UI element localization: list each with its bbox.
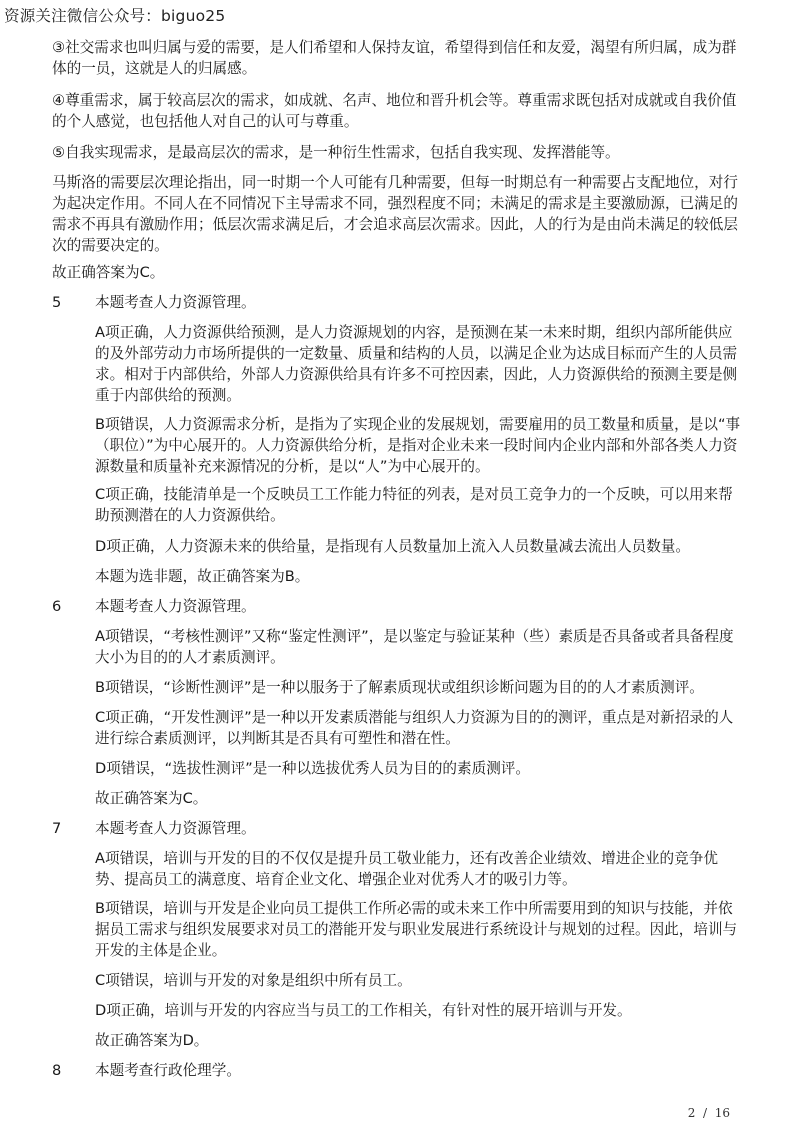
question-title: 本题考查人力资源管理。 xyxy=(95,820,256,837)
paragraph-maslow-theory: 马斯洛的需要层次理论指出，同一时期一个人可能有几种需要，但每一时期总有一种需要占支配地位，对行为起决定作用。不同人在不同情况下主导需求不同，强烈程度不同；未满足的需求是主要激励源，已满足的需求不再具有激励作用；低层次需求满足后，才会追求高层次需求。因此，人的行为是由尚未满足的较低层次的需要决定的。 xyxy=(52,174,738,254)
question-title: 本题考查人力资源管理。 xyxy=(95,598,256,615)
question-number: 7 xyxy=(52,820,62,837)
page-indicator xyxy=(688,1106,730,1120)
paragraph-social-need: ③社交需求也叫归属与爱的需要，是人们希望和人保持友谊，希望得到信任和友爱，渴望有所归属，成为群体的一员，这就是人的归属感。 xyxy=(52,39,737,77)
q6-option-c: C项正确，“开发性测评”是一种以开发素质潜能与组织人力资源为目的的测评，重点是对新招录的人进行综合素质测评，以判断其是否具有可塑性和潜在性。 xyxy=(95,709,734,747)
q5-answer: 本题为选非题，故正确答案为B。 xyxy=(95,568,310,585)
question-number: 8 xyxy=(52,1062,62,1079)
current-page: 2 xyxy=(687,1106,696,1120)
q7-option-d: D项正确，培训与开发的内容应当与员工的工作相关，有针对性的展开培训与开发。 xyxy=(95,1002,632,1019)
q7-option-b: B项错误，培训与开发是企业向员工提供工作所必需的或未来工作中所需要用到的知识与技能，并依据员工需求与组织发展要求对员工的潜能开发与职业发展进行系统设计与规划的过程。因此，培训与开发的主体是企业。 xyxy=(95,900,738,959)
q5-option-a: A项正确，人力资源供给预测，是人力资源规划的内容，是预测在某一未来时期，组织内部所能供应的及外部劳动力市场所提供的一定数量、质量和结构的人员，以满足企业为达成目标而产生的人员需求。相对于内部供给，外部人力资源供给具有许多不可控因素，因此，人力资源供给的预测主要是侧重于内部供给的预测。 xyxy=(95,324,738,404)
question-8-heading xyxy=(0,1060,795,1081)
q7-option-c: C项错误，培训与开发的对象是组织中所有员工。 xyxy=(95,972,412,989)
question-6-heading xyxy=(0,596,795,617)
q6-option-b: B项错误，“诊断性测评”是一种以服务于了解素质现状或组织诊断问题为目的的人才素质测评。 xyxy=(95,679,704,696)
answer-line: 故正确答案为C。 xyxy=(52,264,165,281)
question-number: 5 xyxy=(52,294,62,311)
page-separator: / xyxy=(703,1106,708,1120)
question-title: 本题考查行政伦理学。 xyxy=(95,1062,241,1079)
paragraph-esteem-need: ④尊重需求，属于较高层次的需求，如成就、名声、地位和晋升机会等。尊重需求既包括对成就或自我价值的个人感觉，也包括他人对自己的认可与尊重。 xyxy=(52,92,737,130)
question-7-heading xyxy=(0,818,795,839)
total-pages: 16 xyxy=(714,1106,730,1120)
q7-answer: 故正确答案为D。 xyxy=(95,1032,209,1049)
question-number: 6 xyxy=(52,598,62,615)
q5-option-b: B项错误，人力资源需求分析，是指为了实现企业的发展规划，需要雇用的员工数量和质量，是以“事（职位）”为中心展开的。人力资源供给分析，是指对企业未来一段时间内企业内部和外部各类人力资源数量和质量补充来源情况的分析，是以“人”为中心展开的。 xyxy=(95,416,741,475)
q7-option-a: A项错误，培训与开发的目的不仅仅是提升员工敬业能力，还有改善企业绩效、增进企业的竞争优势、提高员工的满意度、培育企业文化、增强企业对优秀人才的吸引力等。 xyxy=(95,850,718,888)
question-5-heading xyxy=(0,292,795,313)
paragraph-self-actualization: ⑤自我实现需求，是最高层次的需求，是一种衍生性需求，包括自我实现、发挥潜能等。 xyxy=(52,144,620,161)
question-title: 本题考查人力资源管理。 xyxy=(95,294,256,311)
watermark: 资源关注微信公众号：biguo25 xyxy=(4,7,226,25)
q5-option-d: D项正确，人力资源未来的供给量，是指现有人员数量加上流入人员数量减去流出人员数量。 xyxy=(95,538,690,555)
q6-option-d: D项错误，“选拔性测评”是一种以选拔优秀人员为目的的素质测评。 xyxy=(95,760,530,777)
q5-option-c: C项正确，技能清单是一个反映员工工作能力特征的列表，是对员工竞争力的一个反映，可以用来帮助预测潜在的人力资源供给。 xyxy=(95,486,733,524)
q6-answer: 故正确答案为C。 xyxy=(95,790,208,807)
q6-option-a: A项错误，“考核性测评”又称“鉴定性测评”，是以鉴定与验证某种（些）素质是否具备或者具备程度大小为目的的人才素质测评。 xyxy=(95,628,734,666)
